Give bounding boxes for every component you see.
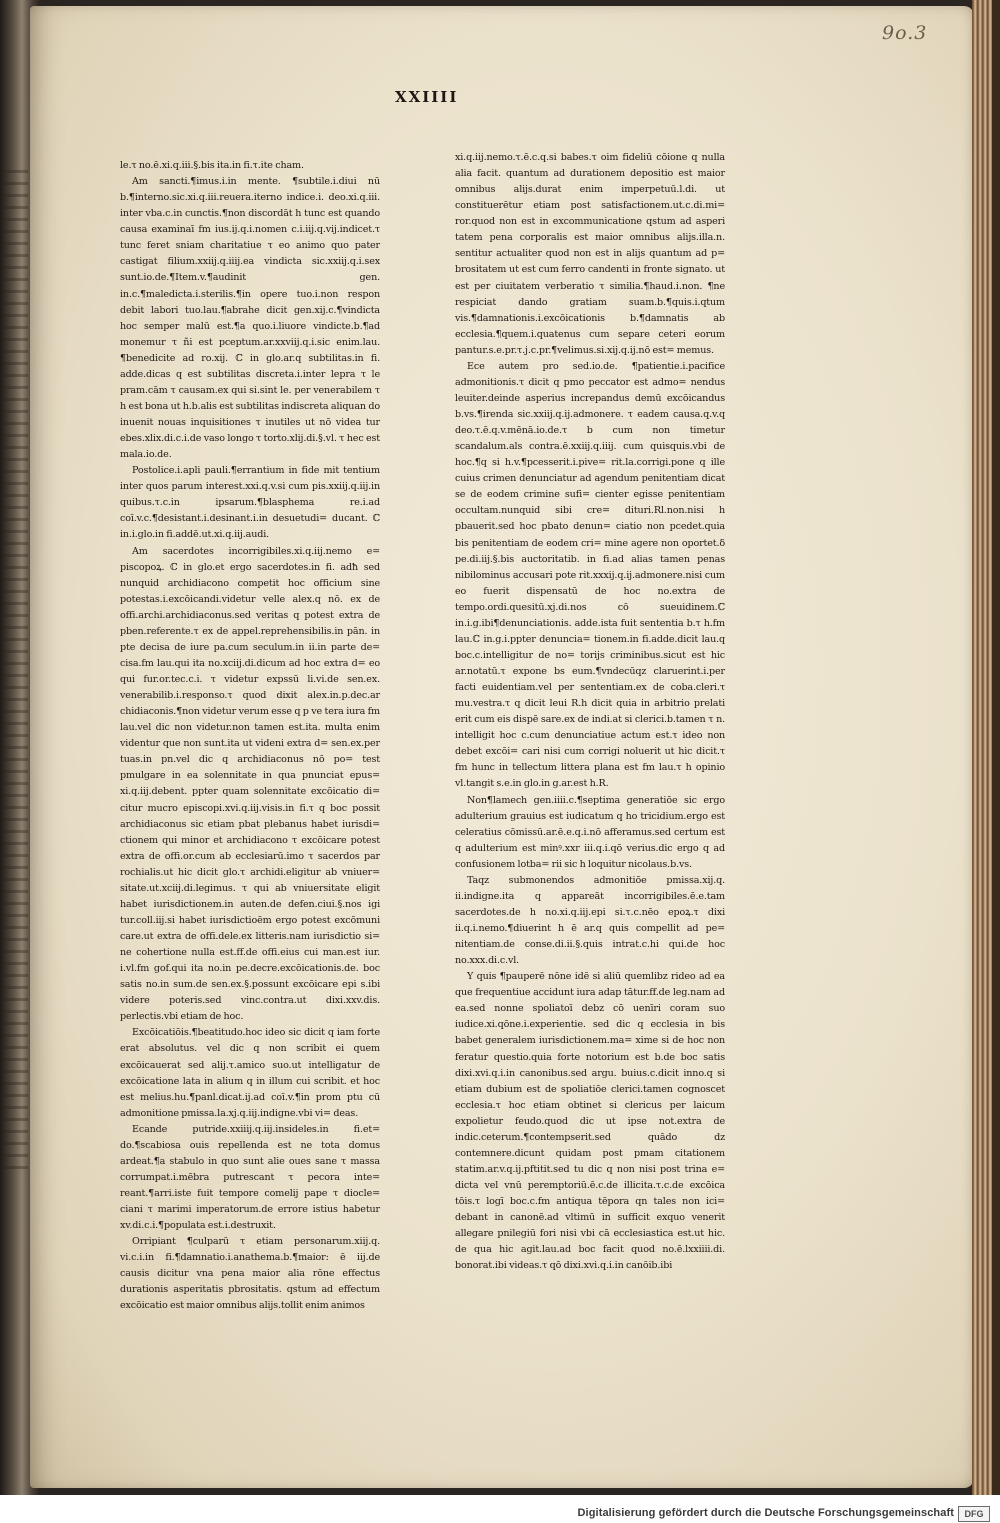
right-paragraph-2: Ece autem pro sed.io.de. ¶patientie.i.pacifice admonitionis.τ dicit q pmo peccator est admo= nendus leuiter.deinde asperius increpandus demū excōicandus b.vs.¶irenda sic.xxiij.q.ij.admonere. τ eadem causa.q.v.q deo.τ.ē.q.v.mēnā.io.de.τ b cum non timetur scandalum.als contra.ē.xxiij.q.iiij. cum quisquis.vbi de hoc.¶q si h.v.¶pcesserit.i.pive= rit.la.corrigi.pone q ille cuius crimen denunciatur ad agendum penitentiam dicat se de eodem crimine sufi= cienter egisse penitentiam occultam.nunquid sibi cre= dituri.Rl.non.nisi h pbauerit.sed hoc pbato denun= ciatio non pcedet.quia bis penitentiam de eodem cri= mine agere non oportet.δ pe.di.iij.§.bis auctoritatib. in fi.ad alias tamen penas nibilominus accusari pote rit.xxxij.q.ij.admonere.nisi cum eo fuerit dispensatū de hoc no.extra de tempo.ordi.quesitū.xj.di.nos cō sueuidinem.ℂ in.i.g.ibi¶denunciationis. adde.ista fuit sententia b.τ h.fm lau.ℂ in.g.i.ppter denuncia= tionem.in fi.adde.dicit lau.q boc.c.intelligitur de no= torijs criminibus.sicut est hic ar.notatū.τ expone bs eum.¶vndecūqz claruerint.i.per facti euidentiam.vel per sententiam.ex de coba.cleri.τ mu.vestra.τ q dicit leui R.h dicit quia in arbitrio prelati erit cum eis dispē sare.ex de indi.at si clerici.b.tamen τ n. intelligit hoc c.cum denunciatiue actum est.τ ideo non debet excōi= cari nisi cum corrigi noluerit ut hic dicit.τ fm hunc in tellectum littera plana est fm lau.τ h opinio vl.tangit s.e.in glo.in g.ar.est h.R.: [455, 360, 725, 790]
handwritten-folio-note: 9o.3: [882, 22, 928, 44]
funding-notice: Digitalisierung gefördert durch die Deutsche Forschungsgemeinschaft: [577, 1507, 954, 1519]
left-paragraph-1: le.τ no.ē.xi.q.iii.§.bis ita.in fi.τ.ite cham.: [120, 160, 304, 171]
dfg-logo-icon: DFG: [958, 1506, 990, 1522]
left-text-column: [120, 158, 380, 1312]
left-paragraph-6: Ecande putride.xxiiij.q.iij.insideles.in fi.et= do.¶scabiosa ouis repellenda est ne tota domus ardeat.¶a stabulo in quo sunt alie oues sane τ massa corrumpat.i.mēbra putrescant τ pecora inte= reant.¶arri.iste fuit tempore comelij pape τ diocle= ciani τ marimi imperatorum.de errore istius habetur xv.di.c.i.¶populata est.i.destruxit.: [120, 1123, 380, 1232]
left-paragraph-2: Am sancti.¶imus.i.in mente. ¶subtile.i.diui nū b.¶interno.sic.xi.q.iii.reuera.iterno indice.i. deo.xi.q.iii. inter vba.c.in cunctis.¶non discordāt h tunc est quando causa examinaī fm ius.ij.q.i.nomen c.i.iij.q.vij.indicet.τ tunc feret sniam charitatiue τ eo animo quo pater castigat filium.xxiij.q.iiij.ea vindicta sic.xxiij.q.i.sex sunt.io.de.¶Item.v.¶audinit gen. in.c.¶maledicta.i.sterilis.¶in opere tuo.i.non respon debit labori tuo.lau.¶abrahe dicit gen.xij.c.¶vindicta hoc semper malū est.¶a quo.i.liuore vindicte.b.¶ad monemur τ ñi est pceptum.ar.xxviij.q.i.sic enim.lau. ¶benedicite ad ro.xij. ℂ in glo.ar.q subtilitas.in fi. adde.dicas q est subtilitas discreta.i.inter lepra τ le pram.cām τ causam.ex qui si.sint le. per venerabilem τ h est bona ut h.b.alis est subtilitas indiscreta aliquan do inuenit nouas inquisitiones τ inutiles ut nō videa tur ebes.xlix.di.c.i.de vaso longo τ torto.xlij.di.§.vl. τ hec est mala.io.de.: [120, 176, 380, 461]
left-paragraph-3: Postolice.i.apli pauli.¶errantium in fide mit tentium inter quos parum interest.xxi.q.v.si cum pis.xxiij.q.iij.in quibus.τ.c.in ipsarum.¶blasphema re.i.ad coī.v.c.¶desistant.i.desinant.i.in desuetudi= ducant. ℂ in.i.glo.in fi.addē.ut.xi.q.iij.audi.: [120, 465, 380, 541]
facing-page-text: [0, 170, 28, 1170]
left-paragraph-5: Excōicatiōis.¶beatitudo.hoc ideo sic dicit q iam forte erat absolutus. vel dic q non scribit ei quem excōicauerat sed alij.τ.amico suo.ut intelligatur de excōicatione lata in alium q in illum cui scribit. et hoc est melius.hu.¶panl.dicat.ij.ad coī.v.¶in prom ptu cū admonitione pmissa.la.xj.q.iij.indigne.vbi vi= deas.: [120, 1027, 380, 1119]
page-fore-edge-shadow: [992, 0, 1000, 1495]
right-paragraph-3: Non¶lamech gen.iiii.c.¶septima generatiōe sic ergo adulterium grauius est iudicatum q ho tricidium.ergo est celeratius cōmissū.ar.ē.e.q.i.nō afferamus.sed certum est q adulterium est minꝰ.xxr iii.q.i.qō verius.dic ergo q ad confusionem lotba= rii sic h loquitur nicolaus.b.vs.: [455, 794, 725, 870]
right-text-column: [455, 150, 725, 1272]
right-paragraph-5: Y quis ¶pauperē nōne idē si aliū quemlibz rideo ad ea que frequentiue accidunt iura adap tātur.ff.de leg.nam ad ea.sed nonne spoliatoī debz cō uenīri coram suo iudice.xi.qōne.i.experientie. sed dic q ecclesia in bis babet generalem iurisdictionem.ma= xime si de hoc non feratur questio.quia forte notorium est b.de boc satis dixi.xvi.q.i.in canonibus.sed argu. buius.c.dicit inno.q si etiam dubium est de spoliatiōe clerici.tamen cognoscet ecclesia.τ hoc etiam obtinet si clericus per laicum expolietur feudo.quod dic ut ipse not.extra de indic.ceterum.¶contempserit.sed quādo dz contemnere.dicunt quidam post pmam citationem statim.ar.v.q.ij.pftitit.sed tu dic q non nisi post trina e= dicta vel vnū peremptoriū.ē.c.de illicita.τ.c.de excōica tōis.τ logī boc.c.fm antiqua tēpora qn tales non ici= debant in canonē.ad vltimū in sufficit exquo venerit allegare pnilegiū fori nisi vbi cā ecclesiastica est.ut hic. de qua hic agit.lau.ad boc facit quod no.ē.lxxiiii.di. bonorat.ibi videas.τ qō dixi.xvi.q.i.in canōib.ibi: [455, 971, 725, 1272]
left-paragraph-7: Orripiant ¶culparū τ etiam personarum.xiij.q. vi.c.i.in fi.¶damnatio.i.anathema.b.¶maior: ē iij.de causis dicitur vna pena maior alia rōne effectus durationis asperitatis pbrositatis. qstum ad effectum excōicatio est maior omnibus alijs.tollit enim animos: [120, 1236, 380, 1312]
left-paragraph-4: Am sacerdotes incorrigibiles.xi.q.iij.nemo e= piscopoꝝ. ℂ in glo.et ergo sacerdotes.in fi. adħ sed nunquid archidiacono competit hoc officium sine potestas.i.excōicandi.videtur velle alex.q nō. ex de offi.archi.archidiaconus.sed veritas q potest extra de pben.referente.τ ex de appel.reprehensibilis.in pān. in pte decisa de iure pa.cum seculum.in ii.in parte de= cisa.fm lau.qui ita no.xciij.di.dicum ad hoc extra d= eo qui fur.or.tec.c.i. τ videtur expssū li.vi.de sen.ex. venerabilib.i.responso.τ quod dixit alex.in.p.dec.ar chidiaconis.¶non videtur verum esse q p ve tera iura fm lau.vel dic non videtur.non tamen est.ita. multa enim videntur que non sunt.ita ut videni extra d= sen.ex.per tuas.in pn.vel dic q archidiaconus nō po= test pmulgare in ea solennitate in qua pnunciat epus= xi.q.iij.debent. ppter quam solennitate excōicatio di= citur mucro episcopi.xvi.q.iij.visis.in fi.τ q boc possit archidiaconus sic etiam pbat plebanus habet iurisdi= ctionem qui minor et archidiacono τ excōicare potest extra de offi.or.cum ab ecclesiarū.imo τ sacerdos par rochialis.ut hic dicit glo.τ archidi.eligitur ab vniuer= sitate.ut.xciij.di.legimus. τ qui ab vniuersitate eligit habet iurisdictionem.in auten.de defen.ciui.§.nos igi tur.coll.iij.si habet iurisdictioēm ergo potest excōmuni care.ut extra de offi.dele.ex litteris.nam iurisdictio si= ne cohertione nulla est.ff.de offi.eius cui man.est iur. i.vl.fm gof.qui ita no.in pe.decre.excōicationis.de. boc satis no.in sum.de sen.ex.§.possunt excōicare epi s.ibi videre poteris.sed vinc.contra.ut dixi.xxv.dis. perlectis.vbi etiam de hoc.: [120, 545, 380, 1023]
right-paragraph-4: Taqz submonendos admonitiōe pmissa.xij.q. ii.indigne.ita q appareāt incorrigibiles.ē.e.tam sacerdotes.de h no.xi.q.iij.epi si.τ.c.nēo epoꝝ.τ dixi ii.q.i.nemo.¶diuerint h ē ar.q quis compellit ad pe= nitentiam.de conse.di.ii.§.quis intrat.c.hi qui.de hoc no.xxx.di.c.vl.: [455, 874, 725, 967]
running-head: XXIIII: [395, 88, 459, 106]
right-paragraph-1: xi.q.iij.nemo.τ.ē.c.q.si babes.τ oim fideliū cōione q nulla alia facit. quantum ad durationem depositio est maior omnibus alijs.durat enim imperpetuū.l.di. ut constituerētur etiam post satisfactionem.ut.c.di.mi= ror.quod non est in excommunicatione qstum ad asperi tatem pena corporalis est maior omnibus alijs.illa.n. sentitur actualiter quod non est in alijs quantum ad p= brositatem ut est cum ferro candenti in fronte signato. ut est per ciuitatem verberatio τ similia.¶haud.i.non. ¶ne respiciat dando gratiam suam.b.¶quis.i.qtum vis.¶damnationis.i.excōicationis b.¶damnatis ab ecclesia.¶quem.i.quatenus cum separe ceteri eorum pantur.s.e.pr.τ.j.c.pr.¶velimus.si.xij.q.ij.nō est= memus.: [455, 152, 725, 356]
